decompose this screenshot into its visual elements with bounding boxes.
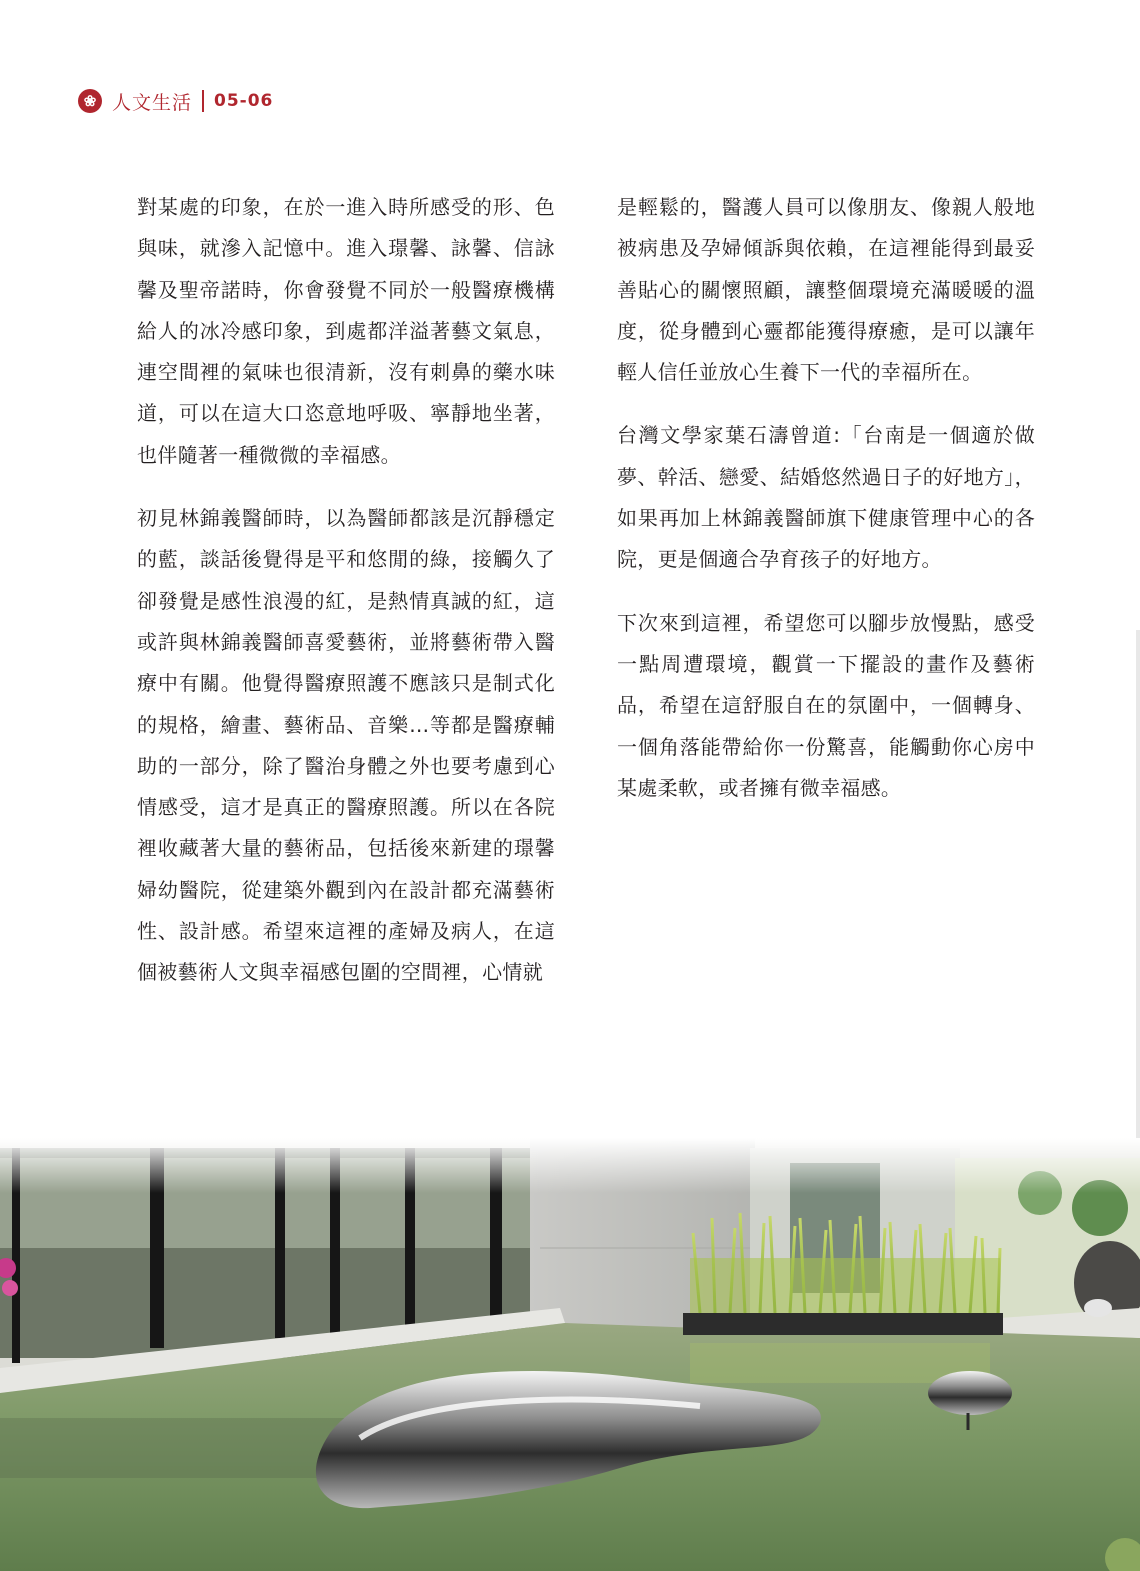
right-paragraph-3: 下次來到這裡，希望您可以腳步放慢點，感受一點周遭環境，觀賞一下擺設的畫作及藝術品，希望在這舒服自在的氛圍中，一個轉身、一個角落能帶給你一份驚喜，能觸動你心房中某處柔軟，或者擁有微幸福感。 [617,610,1035,800]
page-header [78,86,273,116]
header-divider [202,90,204,112]
left-column [137,187,555,1016]
courtyard-pond-photo [0,1138,1140,1571]
magazine-logo-icon: ❀ [78,89,102,113]
right-paragraph-1: 是輕鬆的，醫護人員可以像朋友、像親人般地被病患及孕婦傾訴與依賴，在這裡能得到最妥善貼心的關懷照顧，讓整個環境充滿暖暖的溫度，從身體到心靈都能獲得療癒，是可以讓年輕人信任並放心生養下一代的幸福所在。 [617,195,1035,385]
section-title: 人文生活 [112,91,193,114]
left-paragraph-1: 對某處的印象，在於一進入時所感受的形、色與味，就滲入記憶中。進入璟馨、詠馨、信詠馨及聖帝諾時，你會發覺不同於一般醫療機構給人的冰冷感印象，到處都洋溢著藝文氣息，連空間裡的氣味也很清新，沒有刺鼻的藥水味道，可以在這大口恣意地呼吸、寧靜地坐著，也伴隨著一種微微的幸福感。 [137,195,555,467]
right-paragraph-2: 台灣文學家葉石濤曾道:「台南是一個適於做夢、幹活、戀愛、結婚悠然過日子的好地方」，如果再加上林錦義醫師旗下健康管理中心的各院，更是個適合孕育孩子的好地方。 [617,423,1035,572]
page-numbers: 05-06 [214,91,274,111]
right-column [617,187,1035,831]
left-paragraph-2: 初見林錦義醫師時，以為醫師都該是沉靜穩定的藍，談話後覺得是平和悠閒的綠，接觸久了卻發覺是感性浪漫的紅，是熱情真誠的紅，這或許與林錦義醫師喜愛藝術，並將藝術帶入醫療中有關。他覺得醫療照護不應該只是制式化的規格，繪畫、藝術品、音樂…等都是醫療輔助的一部分，除了醫治身體之外也要考慮到心情感受，這才是真正的醫療照護。所以在各院裡收藏著大量的藝術品，包括後來新建的璟馨婦幼醫院，從建築外觀到內在設計都充滿藝術性、設計感。希望來這裡的產婦及病人，在這個被藝術人文與幸福感包圍的空間裡，心情就 [137,506,555,985]
